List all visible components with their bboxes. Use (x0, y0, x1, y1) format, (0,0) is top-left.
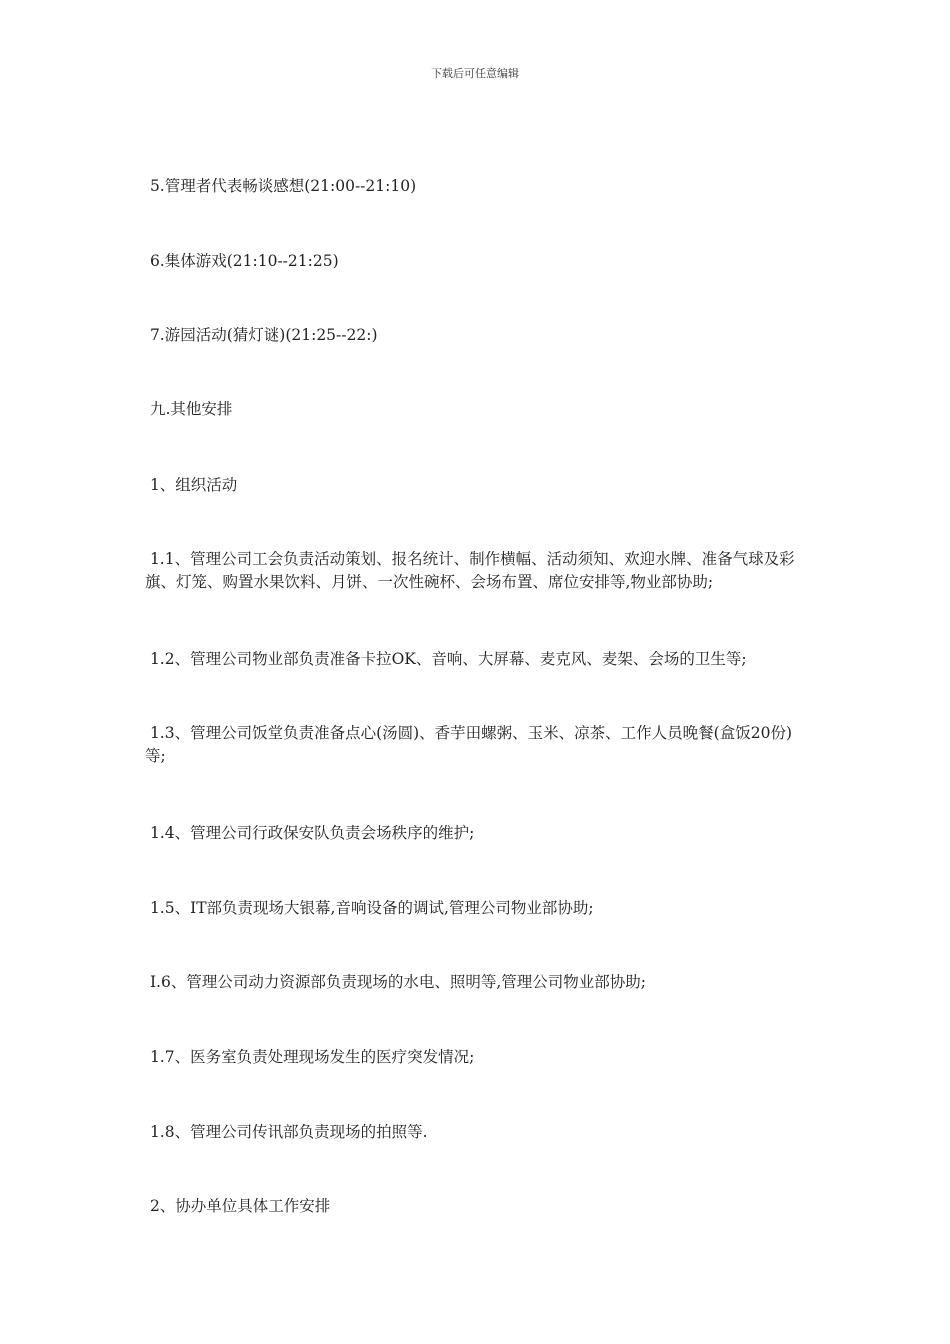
paragraph-item-7: 7.游园活动(猜灯谜)(21:25--22:) (145, 326, 378, 344)
paragraph-item-1-6: I.6、管理公司动力资源部负责现场的水电、照明等,管理公司物业部协助; (145, 973, 647, 991)
subsection-heading-organize: 1、组织活动 (145, 476, 238, 494)
paragraph-item-1-4: 1.4、管理公司行政保安队负责会场秩序的维护; (145, 824, 475, 842)
paragraph-item-1-8: 1.8、管理公司传讯部负责现场的拍照等. (145, 1123, 428, 1141)
paragraph-item-5: 5.管理者代表畅谈感想(21:00--21:10) (145, 177, 417, 195)
paragraph-item-1-5: 1.5、IT部负责现场大银幕,音响设备的调试,管理公司物业部协助; (145, 899, 594, 917)
paragraph-item-1-7: 1.7、医务室负责处理现场发生的医疗突发情况; (145, 1048, 475, 1066)
section-heading-other-arrangements: 九.其他安排 (145, 400, 233, 418)
paragraph-item-1-3: 1.3、管理公司饭堂负责准备点心(汤圆)、香芋田螺粥、玉米、凉茶、工作人员晚餐(盒饭20份)等; (145, 724, 793, 765)
page-header-note: 下载后可任意编辑 (431, 67, 519, 80)
paragraph-item-1-1: 1.1、管理公司工会负责活动策划、报名统计、制作横幅、活动须知、欢迎水牌、准备气球及彩旗、灯笼、购置水果饮料、月饼、一次性碗杯、会场布置、席位安排等,物业部协助; (145, 550, 795, 591)
subsection-heading-coorganizer: 2、协办单位具体工作安排 (145, 1197, 331, 1215)
paragraph-item-1-2: 1.2、管理公司物业部负责准备卡拉OK、音响、大屏幕、麦克风、麦架、会场的卫生等; (145, 650, 747, 668)
paragraph-item-6: 6.集体游戏(21:10--21:25) (145, 252, 339, 270)
